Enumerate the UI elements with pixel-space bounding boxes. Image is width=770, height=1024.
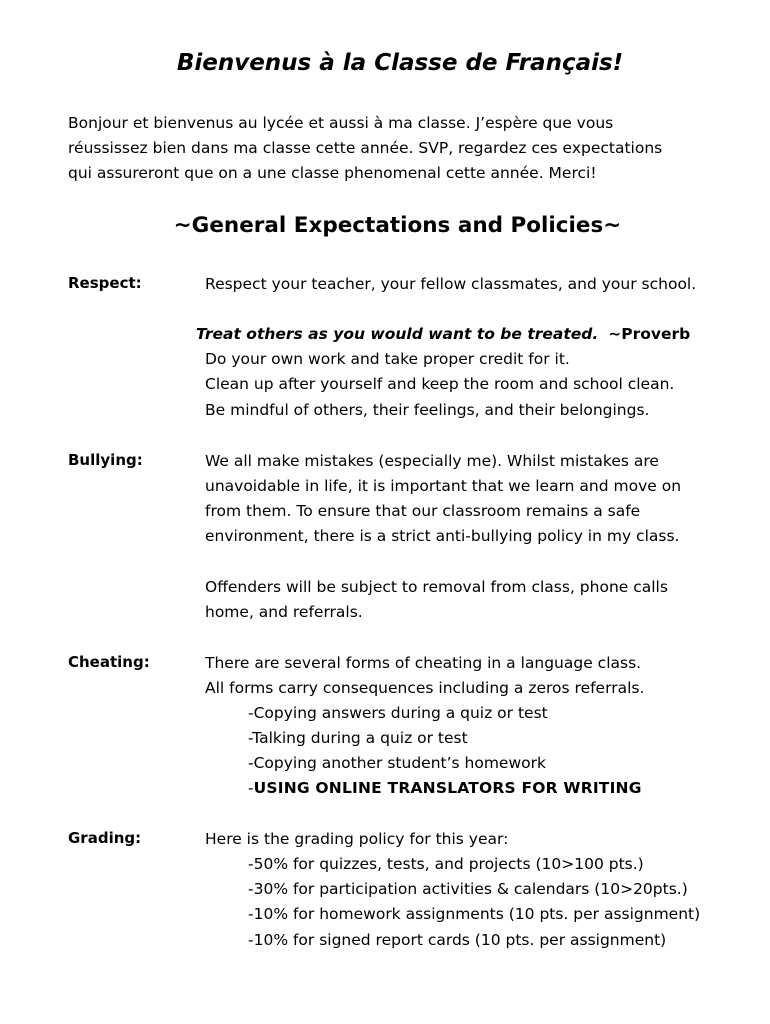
intro-paragraph (68, 111, 748, 186)
grading-item: -50% for quizzes, tests, and projects (10>100 pts.) (248, 855, 644, 873)
grading-item: -10% for signed report cards (10 pts. per assignment) (248, 931, 667, 949)
cheating-line: There are several forms of cheating in a language class. (205, 654, 642, 672)
item-dash: - (248, 779, 254, 797)
bullying-line: We all make mistakes (especially me). Whilst mistakes are (205, 452, 659, 470)
respect-line: Be mindful of others, their feelings, and their belongings. (205, 401, 650, 419)
respect-label: Respect: (68, 274, 142, 292)
grading-label: Grading: (68, 829, 142, 847)
respect-line: Clean up after yourself and keep the room and school clean. (205, 375, 675, 393)
cheating-item: -Copying answers during a quiz or test (248, 704, 548, 722)
cheating-item: -Copying another student’s homework (248, 754, 546, 772)
intro-line: réussissez bien dans ma classe cette année. SVP, regardez ces expectations (68, 139, 663, 157)
grading-item: -30% for participation activities & calendars (10>20pts.) (248, 880, 688, 898)
bullying-line: Offenders will be subject to removal from class, phone calls (205, 578, 668, 596)
section-title: ~General Expectations and Policies~ (173, 213, 622, 238)
respect-line: Do your own work and take proper credit for it. (205, 350, 570, 368)
page-title: Bienvenus à la Classe de Français! (176, 50, 624, 76)
grading-item: -10% for homework assignments (10 pts. per assignment) (248, 905, 701, 923)
bullying-line: from them. To ensure that our classroom remains a safe (205, 502, 641, 520)
cheating-item-translators (248, 778, 642, 798)
cheating-line: All forms carry consequences including a zeros referrals. (205, 679, 645, 697)
bullying-line: environment, there is a strict anti-bullying policy in my class. (205, 527, 680, 545)
respect-line: Respect your teacher, your fellow classmates, and your school. (205, 275, 697, 293)
quote-attribution: ~Proverb (608, 325, 691, 343)
cheating-item: -Talking during a quiz or test (248, 729, 468, 747)
bullying-line: unavoidable in life, it is important that we learn and move on (205, 477, 682, 495)
item-emphasis: USING ONLINE TRANSLATORS FOR WRITING (253, 779, 642, 797)
cheating-label: Cheating: (68, 653, 150, 671)
intro-line: Bonjour et bienvenus au lycée et aussi à ma classe. J’espère que vous (68, 114, 614, 132)
bullying-line: home, and referrals. (205, 603, 363, 621)
proverb-quote (196, 324, 690, 344)
quote-text: Treat others as you would want to be treated. (196, 325, 599, 343)
intro-line: qui assureront que on a une classe phenomenal cette année. Merci! (68, 164, 597, 182)
bullying-label: Bullying: (68, 451, 143, 469)
grading-line: Here is the grading policy for this year: (205, 830, 509, 848)
